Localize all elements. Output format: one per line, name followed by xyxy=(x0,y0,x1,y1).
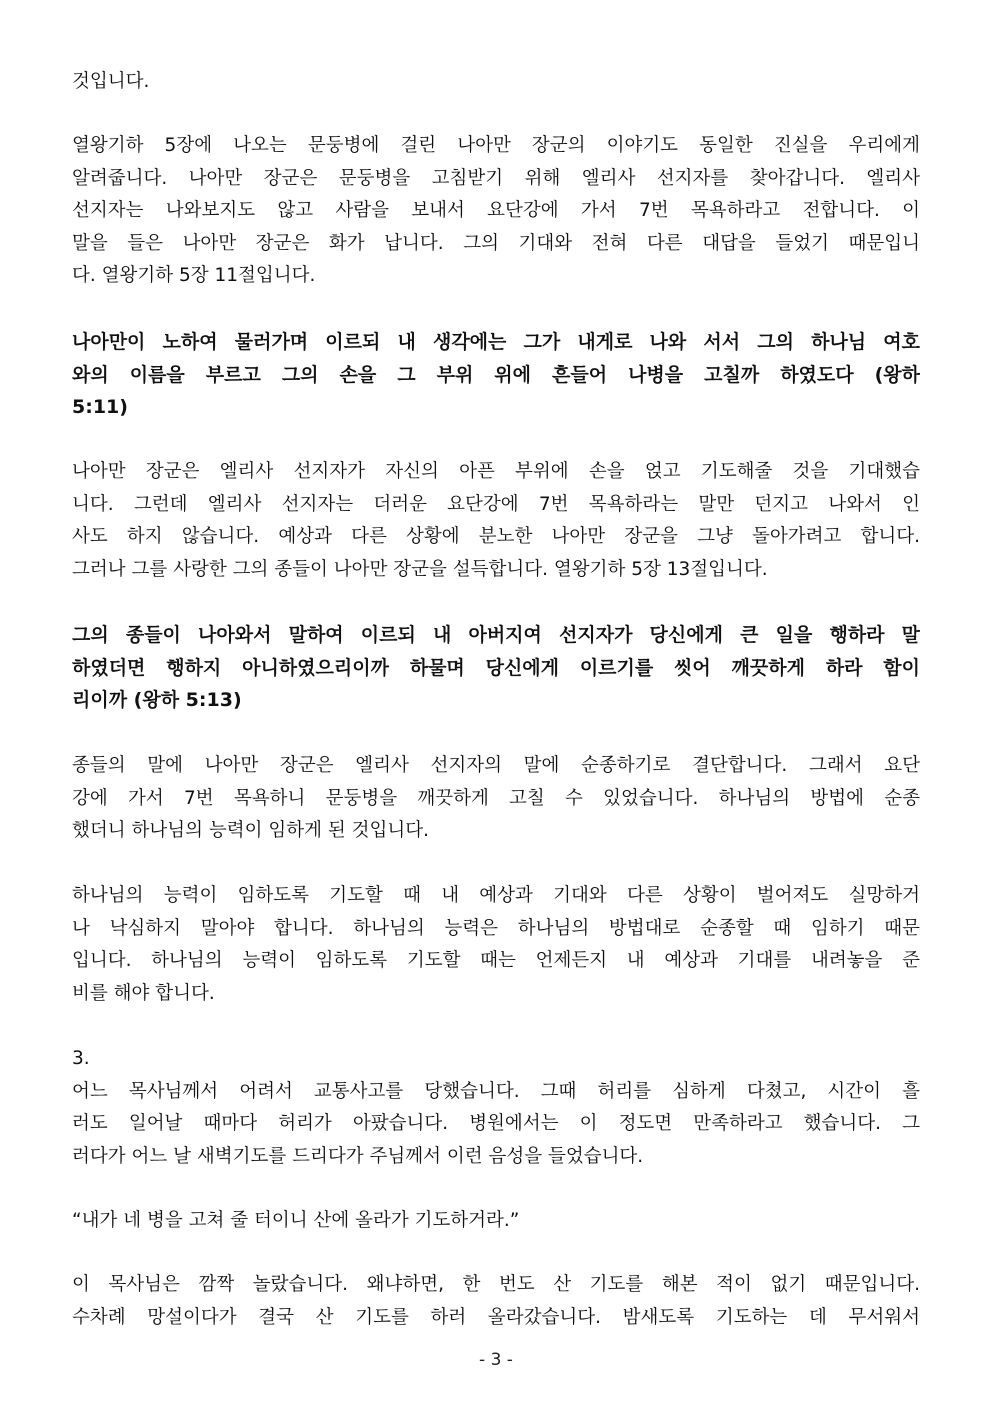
text-line: 입니다. 하나님의 능력이 임하도록 기도할 때는 언제든지 내 예상과 기대를 내려놓을 준 xyxy=(72,950,920,972)
text-line: 나 낙심하지 말아야 합니다. 하나님의 능력은 하나님의 방법대로 순종할 때 임하기 때문 xyxy=(72,917,920,939)
text-line: 했더니 하나님의 능력이 임하게 된 것입니다. xyxy=(72,820,429,842)
text-line: 사도 하지 않습니다. 예상과 다른 상황에 분노한 나아만 장군을 그냥 돌아가려고 합니다. xyxy=(72,526,920,548)
text-line: 그러나 그를 사랑한 그의 종들이 나아만 장군을 설득합니다. 열왕기하 5장 13절입니다. xyxy=(72,558,768,580)
text-line: 나아만 장군은 엘리사 선지자가 자신의 아픈 부위에 손을 얹고 기도해줄 것을 기대했습 xyxy=(72,461,920,482)
text-line: 러다가 어느 날 새벽기도를 드리다가 주님께서 이런 음성을 들었습니다. xyxy=(72,1145,644,1167)
text-line: 비를 해야 합니다. xyxy=(72,982,215,1004)
scripture-quote-2kings-5-13 xyxy=(72,619,920,717)
text-line: “내가 네 병을 고쳐 줄 터이니 산에 올라가 기도하거라.” xyxy=(72,1210,520,1231)
text-line: 것입니다. xyxy=(72,71,150,92)
section-number: 3. xyxy=(72,1048,90,1069)
text-line: 선지자는 나와보지도 않고 사람을 보내서 요단강에 가서 7번 목욕하라고 전합니다. 이 xyxy=(72,200,920,222)
scripture-line: 리이까 (왕하 5:13) xyxy=(72,689,242,712)
text-line: 말을 들은 나아만 장군은 화가 납니다. 그의 기대와 전혀 다른 대답을 들었기 때문입니 xyxy=(72,232,920,254)
scripture-line: 나아만이 노하여 물러가며 이르되 내 생각에는 그가 내게로 나와 서서 그의 하나님 여호 xyxy=(72,331,920,353)
text-line: 러도 일어날 때마다 허리가 아팠습니다. 병원에서는 이 정도면 만족하라고 했습니다. 그 xyxy=(72,1113,920,1135)
scripture-line: 5:11) xyxy=(72,396,128,419)
paragraph-mountain-prayer xyxy=(72,1269,920,1334)
text-line: 종들의 말에 나아만 장군은 엘리사 선지자의 말에 순종하기로 결단합니다. 그래서 요단 xyxy=(72,755,920,776)
text-line: 다. 열왕기하 5장 11절입니다. xyxy=(72,265,316,287)
paragraph-continuation xyxy=(72,66,920,99)
quoted-voice xyxy=(72,1205,920,1238)
text-line: 하나님의 능력이 임하도록 기도할 때 내 예상과 기대와 다른 상황이 벌어져도 실망하거 xyxy=(72,885,920,906)
text-line: 열왕기하 5장에 나오는 문둥병에 걸린 나아만 장군의 이야기도 동일한 진실을 우리에게 xyxy=(72,135,920,156)
paragraph-obedience xyxy=(72,750,920,848)
text-line: 이 목사님은 깜짝 놀랐습니다. 왜냐하면, 한 번도 산 기도를 해본 적이 없기 때문입니다. xyxy=(72,1274,920,1295)
text-line: 니다. 그런데 엘리사 선지자는 더러운 요단강에 7번 목욕하라는 말만 던지고 나와서 인 xyxy=(72,493,920,515)
scripture-line: 하였더면 행하지 아니하였으리이까 하물며 당신에게 이르기를 씻어 깨끗하게 하라 함이 xyxy=(72,656,920,679)
text-line: 알려줍니다. 나아만 장군은 문둥병을 고침받기 위해 엘리사 선지자를 찾아갑니다. 엘리사 xyxy=(72,167,920,189)
text-line: 어느 목사님께서 어려서 교통사고를 당했습니다. 그때 허리를 심하게 다쳤고, 시간이 흘 xyxy=(72,1080,920,1102)
paragraph-prayer-lesson xyxy=(72,880,920,1010)
page-number: - 3 - xyxy=(479,1350,513,1370)
text-line: 강에 가서 7번 목욕하니 문둥병을 깨끗하게 고칠 수 있었습니다. 하나님의 방법에 순종 xyxy=(72,787,920,809)
scripture-quote-2kings-5-11 xyxy=(72,326,920,424)
section-3 xyxy=(72,1043,920,1173)
text-line: 수차례 망설이다가 결국 산 기도를 하러 올라갔습니다. 밤새도록 기도하는 데 무서워서 xyxy=(72,1306,920,1328)
scripture-line: 그의 종들이 나아와서 말하여 이르되 내 아버지여 선지자가 당신에게 큰 일을 행하라 말 xyxy=(72,624,920,646)
paragraph-naaman-expectation xyxy=(72,456,920,586)
scripture-line: 와의 이름을 부르고 그의 손을 그 부위 위에 흔들어 나병을 고칠까 하였도다 (왕하 xyxy=(72,363,920,386)
paragraph-naaman-intro xyxy=(72,130,920,293)
